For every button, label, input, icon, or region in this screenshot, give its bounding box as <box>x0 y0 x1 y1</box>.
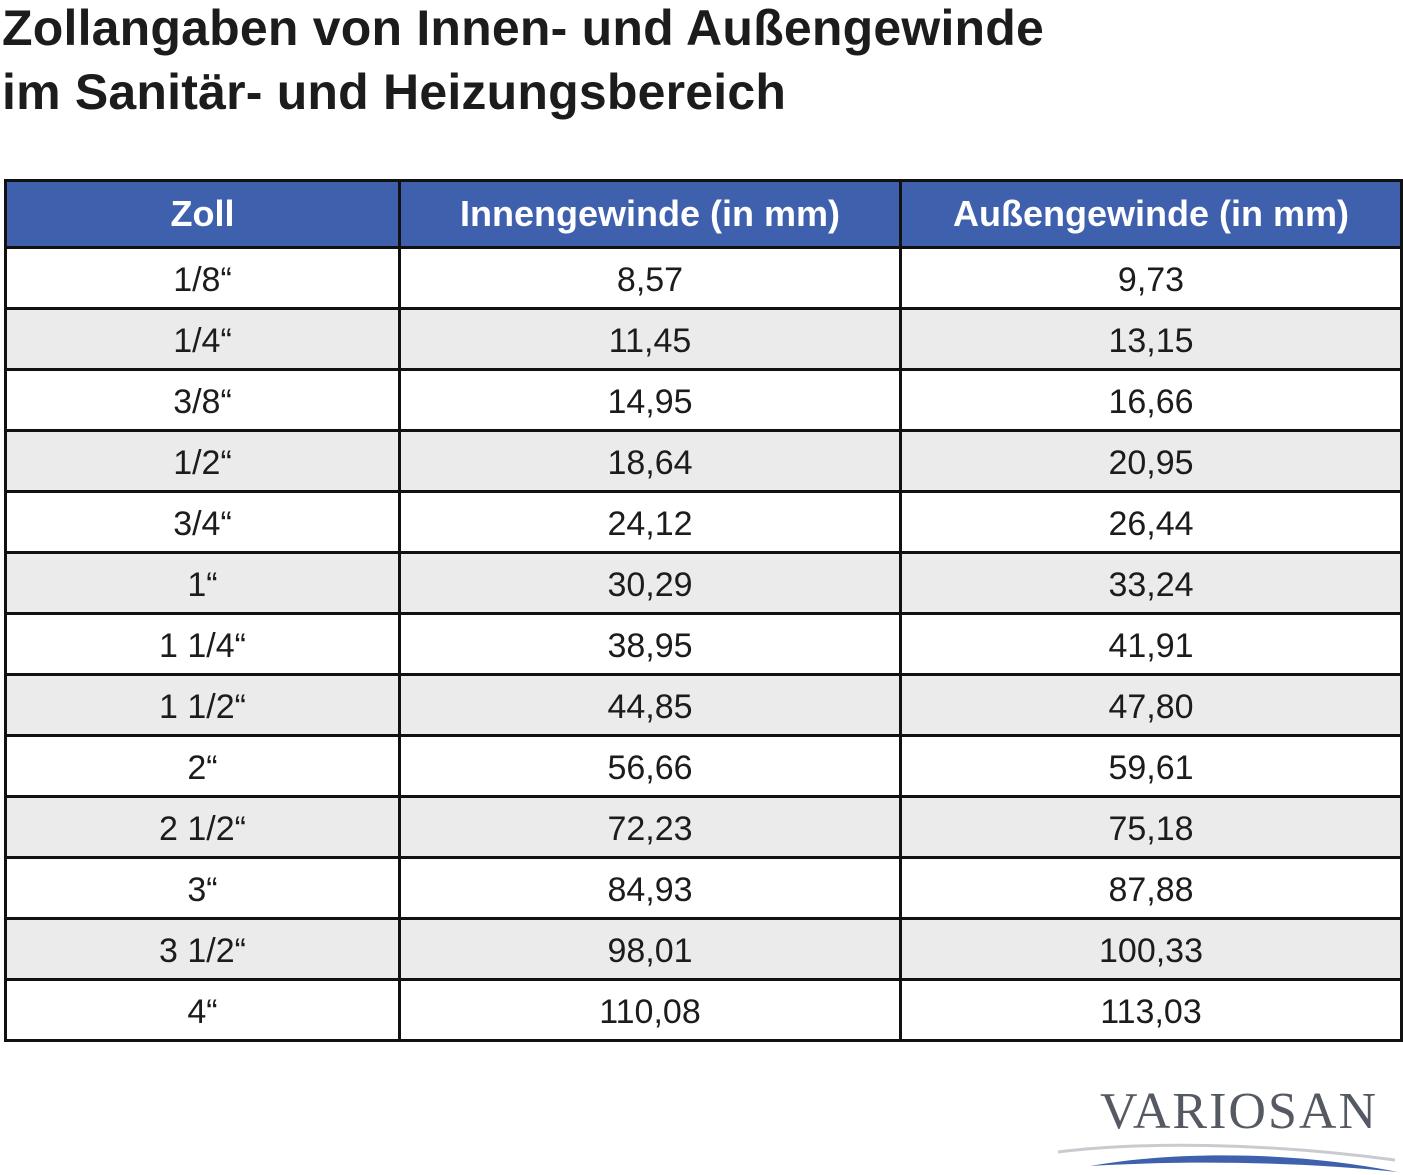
cell-zoll: 2 1/2“ <box>6 797 400 858</box>
title-line-1: Zollangaben von Innen- und Außengewinde <box>2 0 1045 56</box>
table-row <box>6 431 1402 492</box>
cell-aussengewinde: 9,73 <box>901 248 1402 309</box>
cell-zoll: 1“ <box>6 553 400 614</box>
cell-innengewinde: 11,45 <box>400 309 901 370</box>
cell-innengewinde: 44,85 <box>400 675 901 736</box>
cell-zoll: 2“ <box>6 736 400 797</box>
logo-text-vario: VARIO <box>1100 1083 1268 1140</box>
cell-zoll: 3“ <box>6 858 400 919</box>
cell-innengewinde: 98,01 <box>400 919 901 980</box>
logo-swoosh-icon <box>1050 1138 1400 1175</box>
logo-text-san: SAN <box>1267 1083 1378 1140</box>
cell-zoll: 3/4“ <box>6 492 400 553</box>
table-row <box>6 553 1402 614</box>
table-row <box>6 248 1402 309</box>
cell-innengewinde: 30,29 <box>400 553 901 614</box>
header-aussengewinde: Außengewinde (in mm) <box>901 181 1402 248</box>
cell-innengewinde: 38,95 <box>400 614 901 675</box>
cell-aussengewinde: 59,61 <box>901 736 1402 797</box>
table-row <box>6 736 1402 797</box>
cell-zoll: 4“ <box>6 980 400 1041</box>
cell-innengewinde: 14,95 <box>400 370 901 431</box>
cell-innengewinde: 24,12 <box>400 492 901 553</box>
cell-aussengewinde: 20,95 <box>901 431 1402 492</box>
cell-zoll: 1 1/4“ <box>6 614 400 675</box>
thread-size-table <box>4 179 1403 1042</box>
header-innengewinde: Innengewinde (in mm) <box>400 181 901 248</box>
table-row <box>6 675 1402 736</box>
cell-innengewinde: 84,93 <box>400 858 901 919</box>
cell-zoll: 1/2“ <box>6 431 400 492</box>
cell-zoll: 1 1/2“ <box>6 675 400 736</box>
cell-zoll: 3/8“ <box>6 370 400 431</box>
table-row <box>6 797 1402 858</box>
cell-zoll: 3 1/2“ <box>6 919 400 980</box>
cell-innengewinde: 110,08 <box>400 980 901 1041</box>
cell-aussengewinde: 47,80 <box>901 675 1402 736</box>
logo-wordmark <box>1100 1080 1378 1144</box>
cell-aussengewinde: 113,03 <box>901 980 1402 1041</box>
page-title <box>2 0 1044 124</box>
table-row <box>6 492 1402 553</box>
table-header-row <box>6 181 1402 248</box>
title-line-2: im Sanitär- und Heizungsbereich <box>2 64 787 120</box>
cell-innengewinde: 18,64 <box>400 431 901 492</box>
cell-zoll: 1/4“ <box>6 309 400 370</box>
cell-zoll: 1/8“ <box>6 248 400 309</box>
cell-innengewinde: 8,57 <box>400 248 901 309</box>
cell-aussengewinde: 26,44 <box>901 492 1402 553</box>
cell-aussengewinde: 13,15 <box>901 309 1402 370</box>
cell-aussengewinde: 41,91 <box>901 614 1402 675</box>
cell-aussengewinde: 87,88 <box>901 858 1402 919</box>
table-row <box>6 370 1402 431</box>
cell-aussengewinde: 100,33 <box>901 919 1402 980</box>
table-row <box>6 919 1402 980</box>
cell-aussengewinde: 75,18 <box>901 797 1402 858</box>
cell-aussengewinde: 33,24 <box>901 553 1402 614</box>
table-row <box>6 614 1402 675</box>
table-row <box>6 980 1402 1041</box>
cell-aussengewinde: 16,66 <box>901 370 1402 431</box>
table-row <box>6 858 1402 919</box>
cell-innengewinde: 56,66 <box>400 736 901 797</box>
variosan-logo <box>1050 1080 1400 1175</box>
table-row <box>6 309 1402 370</box>
cell-innengewinde: 72,23 <box>400 797 901 858</box>
header-zoll: Zoll <box>6 181 400 248</box>
